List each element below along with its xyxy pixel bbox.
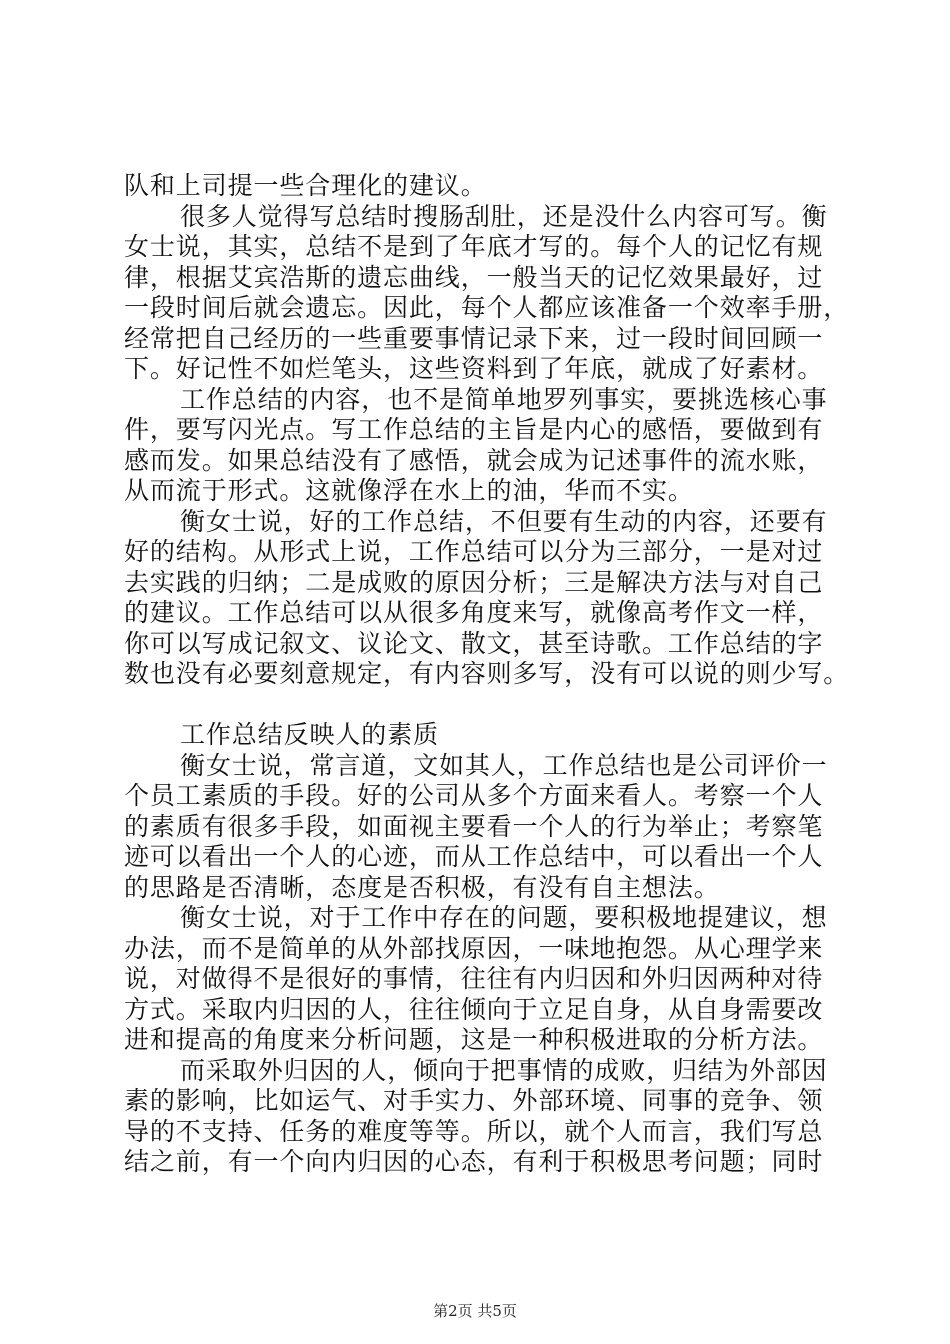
- blank-line: [124, 690, 840, 721]
- text-line: 素的影响，比如运气、对手实力、外部环境、同事的竞争、领: [124, 1086, 824, 1115]
- text-line: 感而发。如果总结没有了感悟，就会成为记述事件的流水账，: [124, 445, 824, 475]
- paragraph-first-line: 工作总结的内容，也不是简单地罗列事实，要挑选核心事: [180, 384, 828, 414]
- text-line: 的思路是否清晰，态度是否积极，有没有自主想法。: [124, 872, 720, 902]
- paragraph-first-line: 而采取外归因的人，倾向于把事情的成败，归结为外部因: [180, 1055, 828, 1085]
- text-line: 导的不支持、任务的难度等等。所以，就个人而言，我们写总: [124, 1116, 824, 1146]
- paragraph-first-line: 很多人觉得写总结时搜肠刮肚，还是没什么内容可写。衡: [180, 201, 828, 231]
- text-line: 你可以写成记叙文、议论文、散文，甚至诗歌。工作总结的字: [124, 628, 824, 658]
- text-line: 律，根据艾宾浩斯的遗忘曲线，一般当天的记忆效果最好，过: [124, 262, 824, 292]
- text-line: 下。好记性不如烂笔头，这些资料到了年底，就成了好素材。: [124, 354, 824, 383]
- section-heading: 工作总结反映人的素质: [180, 720, 440, 749]
- document-body: [124, 171, 850, 1178]
- text-line: 办法，而不是简单的从外部找原因，一味地抱怨。从心理学来: [124, 933, 824, 963]
- text-line: 方式。采取内归因的人，往往倾向于立足自身，从自身需要改: [124, 994, 824, 1024]
- text-line: 去实践的归纳；二是成败的原因分析；三是解决方法与对自己: [124, 567, 824, 597]
- page-number-footer: 第2页 共5页: [433, 1302, 517, 1320]
- paragraph-first-line: 衡女士说，常言道，文如其人，工作总结也是公司评价一: [180, 750, 828, 780]
- text-line: 的建议。工作总结可以从很多角度来写，就像高考作文一样，: [124, 598, 824, 627]
- text-line: 说，对做得不是很好的事情，往往有内归因和外归因两种对待: [124, 964, 824, 993]
- text-line: 个员工素质的手段。好的公司从多个方面来看人。考察一个人: [124, 781, 824, 810]
- text-line: 经常把自己经历的一些重要事情记录下来，过一段时间回顾一: [124, 323, 824, 353]
- text-line: 迹可以看出一个人的心迹，而从工作总结中，可以看出一个人: [124, 842, 824, 871]
- text-line: 进和提高的角度来分析问题，这是一种积极进取的分析方法。: [124, 1025, 824, 1054]
- text-line: 队和上司提一些合理化的建议。: [124, 171, 487, 200]
- paragraph-first-line: 衡女士说，好的工作总结，不但要有生动的内容，还要有: [180, 506, 828, 536]
- text-line: 的素质有很多手段，如面视主要看一个人的行为举止；考察笔: [124, 811, 824, 841]
- text-line: 女士说，其实，总结不是到了年底才写的。每个人的记忆有规: [124, 232, 824, 261]
- text-line: 件，要写闪光点。写工作总结的主旨是内心的感悟，要做到有: [124, 415, 824, 444]
- text-line: 一段时间后就会遗忘。因此，每个人都应该准备一个效率手册，: [124, 293, 850, 322]
- paragraph-first-line: 衡女士说，对于工作中存在的问题，要积极地提建议，想: [180, 903, 828, 932]
- text-line: 数也没有必要刻意规定，有内容则多写，没有可以说的则少写。: [124, 659, 850, 688]
- text-line: 结之前，有一个向内归因的心态，有利于积极思考问题；同时: [124, 1147, 824, 1176]
- text-line: 好的结构。从形式上说，工作总结可以分为三部分，一是对过: [124, 537, 824, 566]
- text-line: 从而流于形式。这就像浮在水上的油，华而不实。: [124, 476, 694, 505]
